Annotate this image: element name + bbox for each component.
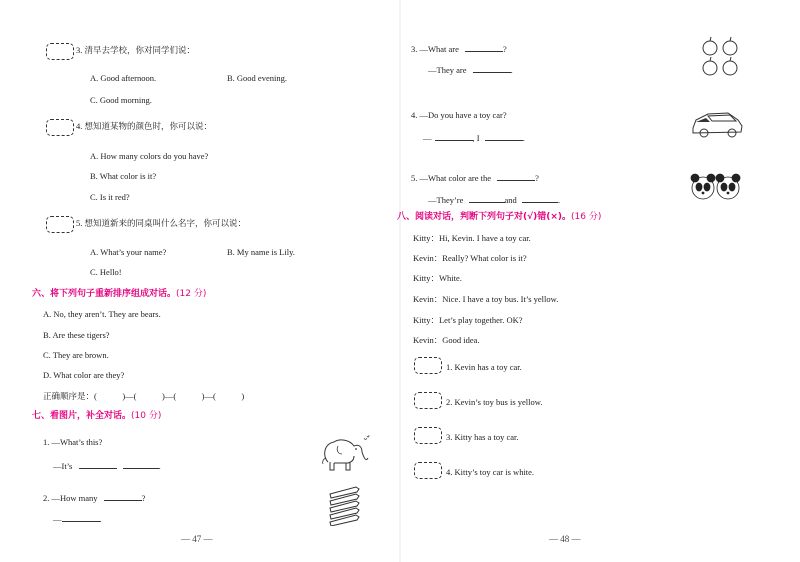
judge-box-4[interactable]: [414, 462, 442, 479]
q4-option-a: A. How many colors do you have?: [90, 151, 209, 161]
s7-q2-blank-2[interactable]: [62, 512, 100, 522]
section-6-heading: [32, 289, 206, 300]
elephant-picture: [318, 432, 370, 474]
apples-picture: [700, 36, 742, 78]
section-8-title: 八、阅读对话，判断下列句子对(√)错(×)。: [397, 212, 571, 222]
s7-q2-blank-1[interactable]: [104, 491, 142, 501]
q3-option-c: C. Good morning.: [90, 95, 152, 105]
s7-q1-blank-1[interactable]: [79, 459, 117, 469]
r-q5-answer-prefix: —They’re: [428, 195, 464, 205]
s7-q2-answer-line: — .: [53, 514, 102, 524]
section-7-title: 七、看图片，补全对话。: [32, 411, 132, 421]
r-q5-question-line: 5. —What color are the ?: [411, 173, 539, 183]
r-q3-answer-prefix: —They are: [428, 65, 467, 75]
r-q3-question-line: 3. —What are ?: [411, 44, 507, 54]
dialogue-line: Kitty：Hi, Kevin. I have a toy car.: [413, 233, 531, 243]
r-q5-answer-mid: and: [504, 195, 517, 205]
r-q4-answer-mid: , I: [472, 133, 480, 143]
r-q4-blank-1[interactable]: [435, 131, 473, 141]
r-q4-blank-2[interactable]: [485, 131, 523, 141]
r-q3-question-prefix: 3. —What are: [411, 44, 459, 54]
q4-stem: 4. 想知道某物的颜色时，你可以说：: [76, 121, 213, 131]
judge-statement-4: 4. Kitty’s toy car is white.: [446, 467, 535, 477]
s6-sentence-c: C. They are brown.: [43, 350, 109, 360]
r-q5-question-prefix: 5. —What color are the: [411, 173, 492, 183]
s7-q2-answer-prefix: —: [53, 514, 62, 524]
s7-q1-question: 1. —What’s this?: [43, 437, 103, 447]
r-q4-answer-line: — , I .: [423, 133, 525, 143]
r-q4-question: 4. —Do you have a toy car?: [411, 110, 507, 120]
q5-option-c: C. Hello!: [90, 267, 122, 277]
judge-box-3[interactable]: [414, 427, 442, 444]
s7-q1-blank-2[interactable]: [123, 459, 159, 469]
toy-car-picture: [690, 108, 744, 140]
judge-statement-3: 3. Kitty has a toy car.: [446, 432, 519, 442]
judge-statement-1: 1. Kevin has a toy car.: [446, 362, 522, 372]
answer-box-q5[interactable]: [46, 216, 74, 233]
section-6-title: 六、将下列句子重新排序组成对话。: [32, 289, 177, 299]
page-number-48: — 48 —: [549, 534, 581, 544]
section-7-points: (10 分): [131, 411, 162, 421]
q5-option-a: A. What’s your name?: [90, 247, 167, 257]
answer-box-q3[interactable]: [46, 43, 74, 60]
r-q4-answer-prefix: —: [423, 133, 432, 143]
s6-sentence-a: A. No, they aren’t. They are bears.: [43, 309, 161, 319]
dialogue-line: Kitty：White.: [413, 273, 462, 283]
page-fold: [399, 0, 401, 562]
q5-option-b: B. My name is Lily.: [227, 247, 295, 257]
s7-q2-question-line: 2. —How many ?: [43, 493, 146, 503]
section-8-points: (16 分): [571, 212, 602, 222]
r-q3-blank-1[interactable]: [465, 42, 503, 52]
section-7-heading: [32, 411, 161, 422]
r-q5-blank-1[interactable]: [497, 171, 535, 181]
r-q5-answer-line: —They’re and .: [428, 195, 561, 205]
q4-option-c: C. Is it red?: [90, 192, 130, 202]
answer-box-q4[interactable]: [46, 119, 74, 136]
s6-sentence-b: B. Are these tigers?: [43, 330, 110, 340]
judge-statement-2: 2. Kevin’s toy bus is yellow.: [446, 397, 543, 407]
s7-q1-answer-prefix: —It’s: [53, 461, 73, 471]
section-6-points: (12 分): [176, 289, 207, 299]
dialogue-line: Kitty：Let’s play together. OK?: [413, 315, 523, 325]
q3-option-a: A. Good afternoon.: [90, 73, 157, 83]
q3-option-b: B. Good evening.: [227, 73, 287, 83]
q3-stem: 3. 清早去学校，你对同学们说：: [76, 45, 196, 55]
judge-box-2[interactable]: [414, 392, 442, 409]
r-q5-blank-2[interactable]: [469, 193, 505, 203]
q4-option-b: B. What color is it?: [90, 171, 157, 181]
r-q3-blank-2[interactable]: [473, 63, 511, 73]
s6-sentence-d: D. What color are they?: [43, 370, 125, 380]
dialogue-line: Kevin：Good idea.: [413, 335, 480, 345]
pencils-picture: [326, 484, 366, 526]
s7-q2-question-prefix: 2. —How many: [43, 493, 98, 503]
section-8-heading: [397, 212, 601, 223]
dialogue-line: Kevin：Nice. I have a toy bus. It’s yellow.: [413, 294, 559, 304]
dialogue-line: Kevin：Really? What color is it?: [413, 253, 527, 263]
pandas-picture: [688, 170, 744, 202]
s6-order-line[interactable]: 正确顺序是：( )—( )—( )—( ): [43, 391, 245, 401]
r-q5-blank-3[interactable]: [522, 193, 558, 203]
judge-box-1[interactable]: [414, 357, 442, 374]
q5-stem: 5. 想知道新来的同桌叫什么名字，你可以说：: [76, 218, 247, 228]
s7-q1-answer-line: —It’s .: [53, 461, 161, 471]
r-q3-answer-line: —They are .: [428, 65, 513, 75]
page-number-47: — 47 —: [181, 534, 213, 544]
